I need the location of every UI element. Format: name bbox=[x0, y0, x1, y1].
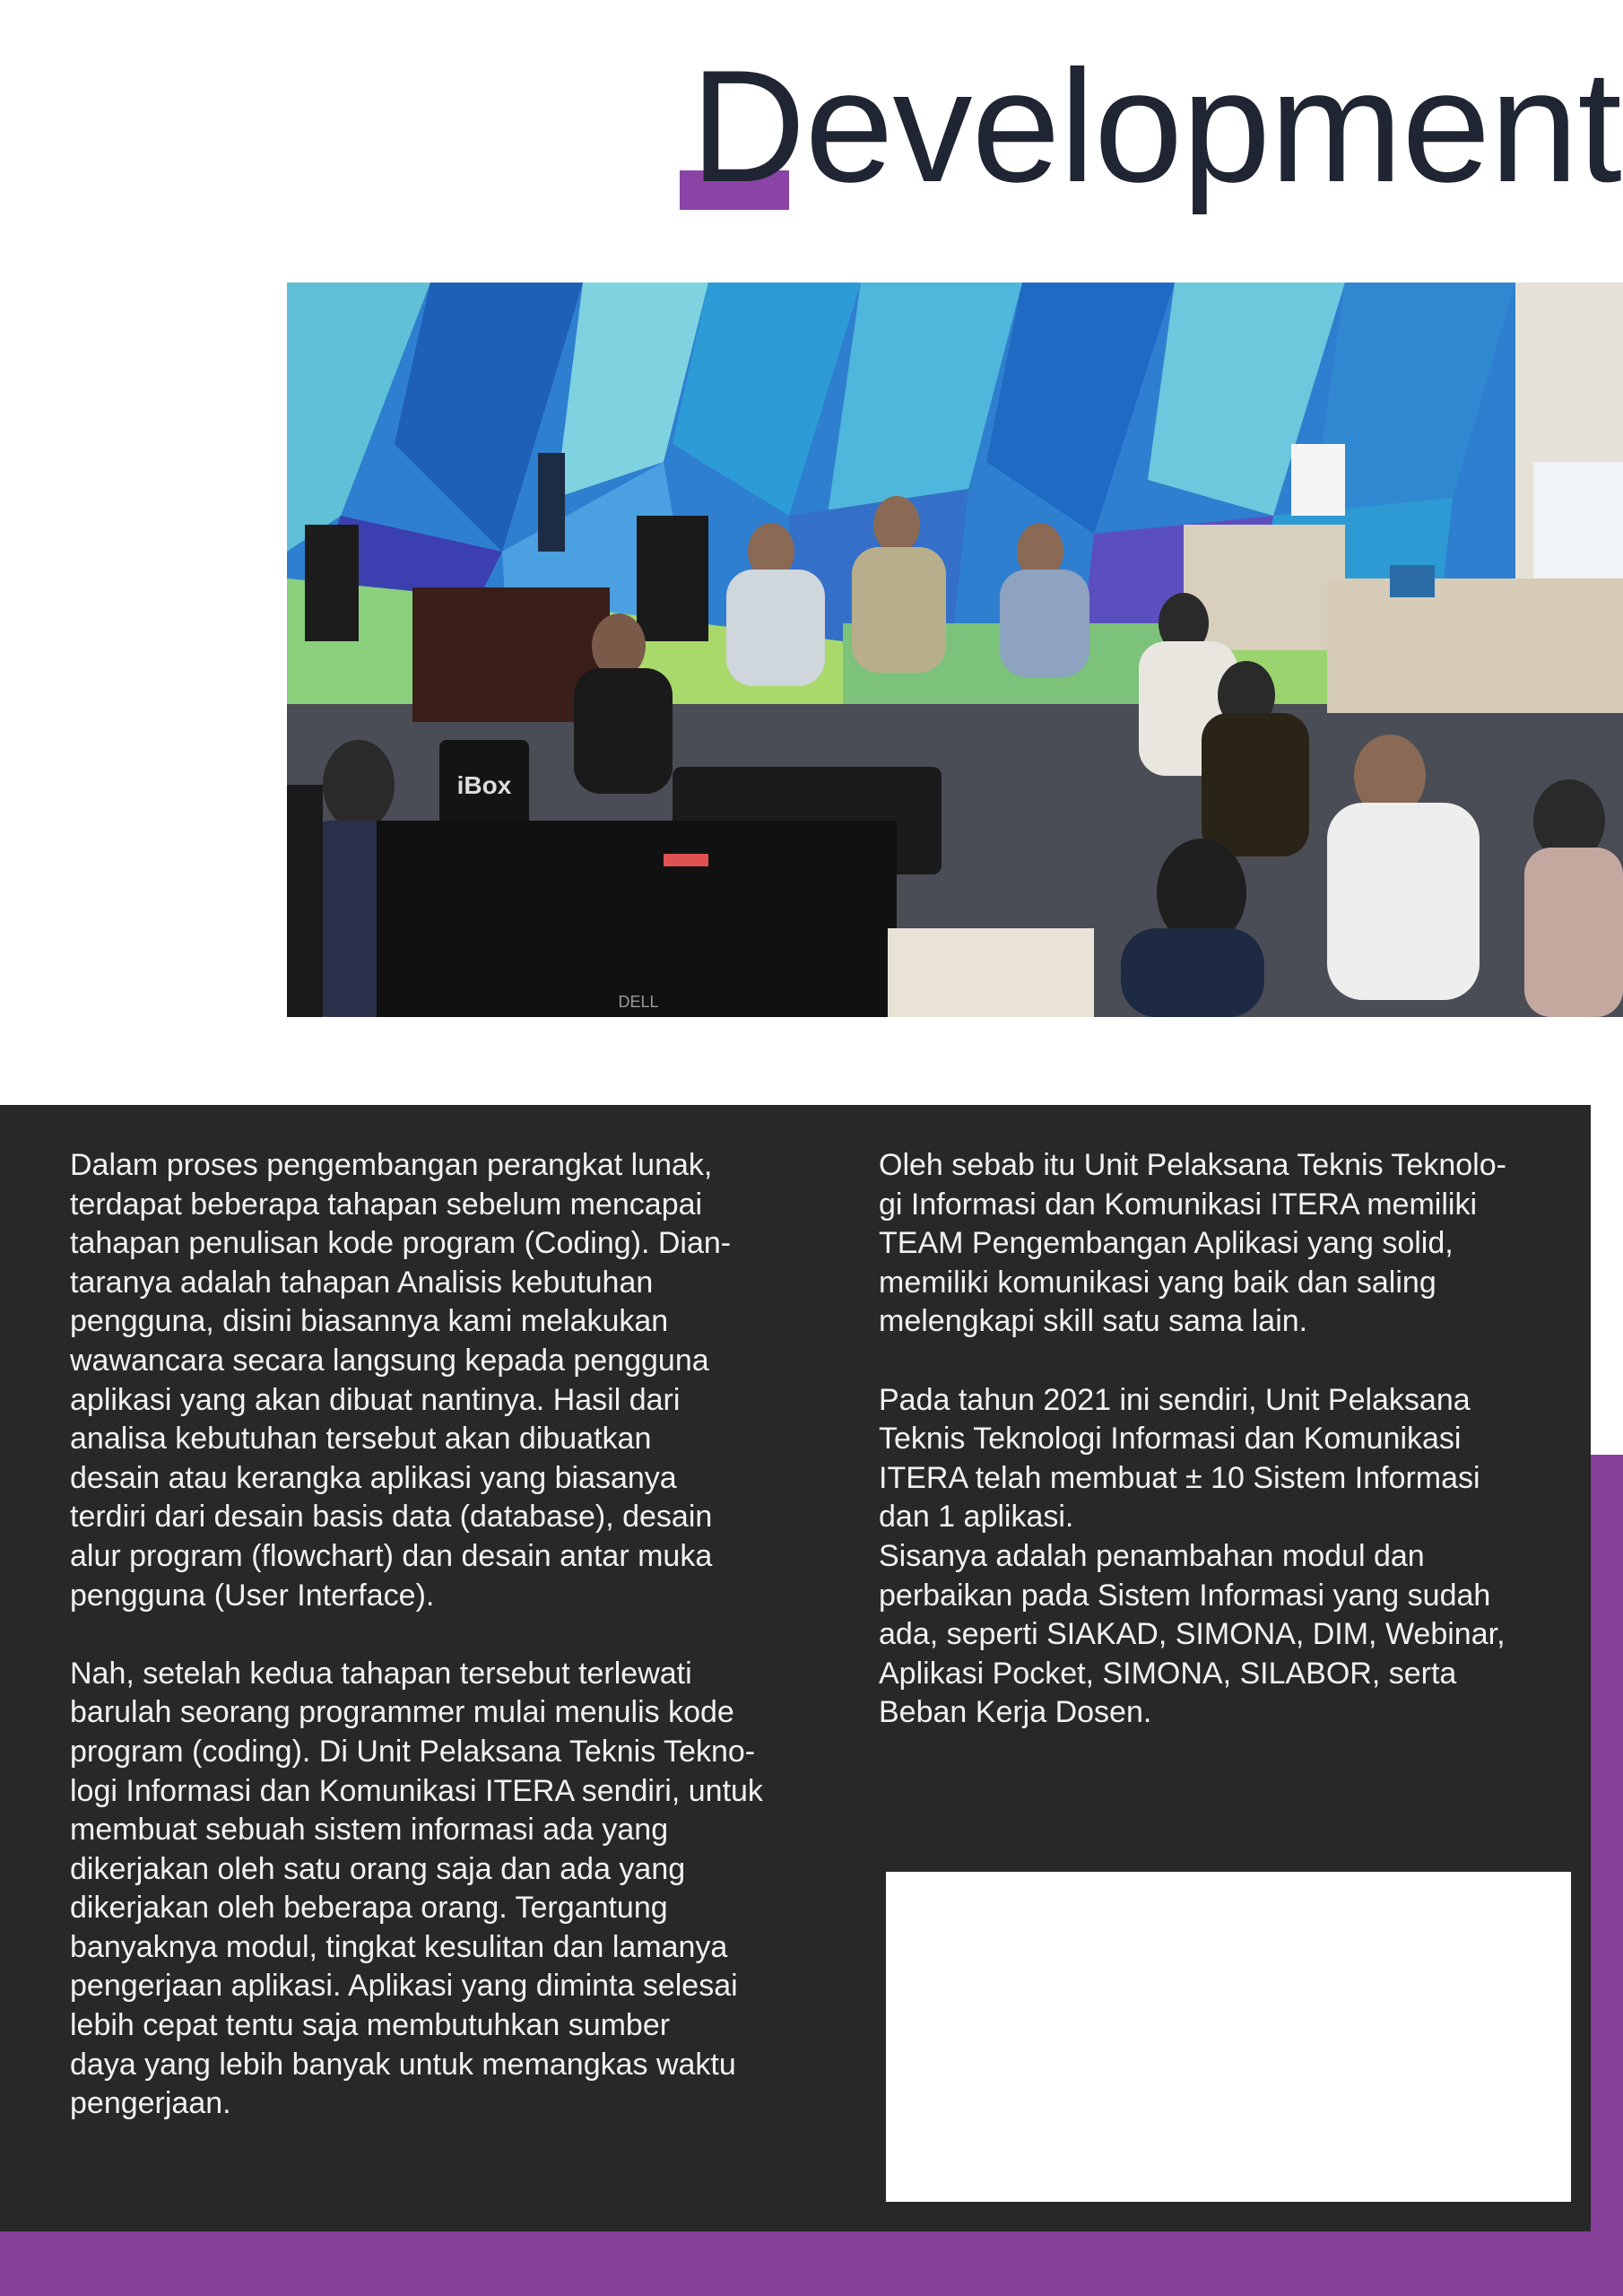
bag-label: iBox bbox=[456, 771, 512, 799]
right-paragraph-2: Pada tahun 2021 ini sendiri, Unit Pelaksana Teknis Teknologi Informasi dan Komunikasi ITERA telah membuat ± 10 Sistem Informasi dan 1 aplikasi. bbox=[879, 1382, 1480, 1535]
page-title: Development bbox=[690, 37, 1621, 215]
right-text-column bbox=[879, 1146, 1578, 1733]
purple-side-bar bbox=[1587, 1455, 1623, 2296]
right-paragraph-3: Sisanya adalah penambahan modul dan perbaikan pada Sistem Informasi yang sudah ada, seperti SIAKAD, SIMONA, DIM, Webinar, Aplikasi Pocket, SIMONA, SILABOR, serta Beban Kerja Dosen. bbox=[879, 1538, 1506, 1730]
left-paragraph-2: Nah, setelah kedua tahapan tersebut terlewati barulah seorang programmer mulai menulis kode program (coding). Di Unit Pelaksana Teknis Tekno- logi Informasi dan Komunikasi ITERA sendiri, untuk membuat sebuah sistem informasi ada yang dikerjakan oleh satu orang saja dan ada yang dikerjakan oleh beberapa orang. Tergantung banyaknya modul, tingkat kesulitan dan lamanya pengerjaan aplikasi. Aplikasi yang diminta selesai lebih cepat tentu saja membutuhkan sumber daya yang lebih banyak untuk memangkas waktu pengerjaan. bbox=[70, 1656, 763, 2121]
team-meeting-photo bbox=[287, 283, 1623, 1017]
left-text-column bbox=[70, 1146, 859, 2124]
left-paragraph-1: Dalam proses pengembangan perangkat lunak, terdapat beberapa tahapan sebelum mencapai tahapan penulisan kode program (Coding). Dian- taranya adalah tahapan Analisis kebutuhan pengguna, disini biasannya kami melakukan wawancara secara langsung kepada pengguna aplikasi yang akan dibuat nantinya. Hasil dari analisa kebutuhan tersebut akan dibuatkan desain atau kerangka aplikasi yang biasanya terdiri dari desain basis data (database), desain alur program (flowchart) dan desain antar muka pengguna (User Interface). bbox=[70, 1148, 732, 1613]
purple-bottom-bar bbox=[0, 2230, 1623, 2296]
right-paragraph-1: Oleh sebab itu Unit Pelaksana Teknis Teknolo- gi Informasi dan Komunikasi ITERA memiliki TEAM Pengembangan Aplikasi yang solid, memiliki komunikasi yang baik dan saling melengkapi skill satu sama lain. bbox=[879, 1148, 1506, 1339]
monitor-brand-label: DELL bbox=[618, 993, 659, 1011]
blank-image-placeholder bbox=[886, 1872, 1571, 2202]
